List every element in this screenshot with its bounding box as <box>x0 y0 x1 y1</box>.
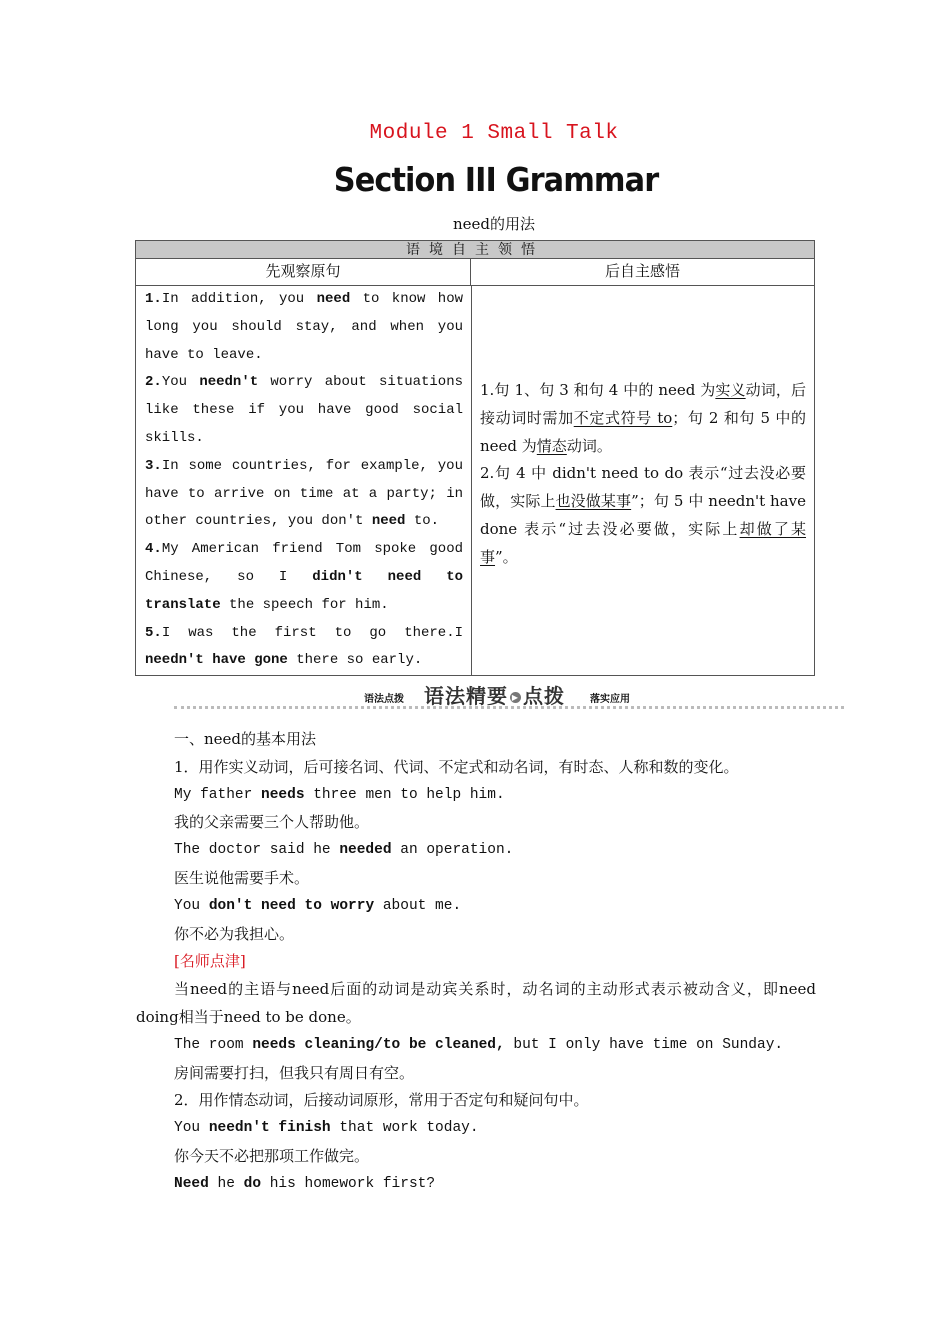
sentence-item: 4.My American friend Tom spoke good Chinese, so I didn't need to translate the speech for him. <box>145 541 464 613</box>
insight-item: 1.句 1、句 3 和句 4 中的 need 为实义动词，后接动词时需加不定式符号 to；句 2 和句 5 中的 need 为情态动词。 <box>480 381 806 455</box>
right-column-header: 后自主感悟 <box>471 259 814 286</box>
topic-title: need的用法 <box>452 215 536 233</box>
arrow-icon: ▶ <box>511 693 520 702</box>
sentence-item: 3.In some countries, for example, you have to arrive on time at a party; in other countries, you don't need to. <box>145 457 463 530</box>
insight-item: 2.句 4 中 didn't need to do 表示“过去没必要做，实际上也没做某事”；句 5 中 needn't have done 表示“过去没必要做，实际上却做了某事”。 <box>480 464 806 566</box>
grammar-banner <box>174 680 844 712</box>
example-sentence: Need he do his homework first? <box>174 1175 436 1192</box>
example-sentence: You needn't finish that work today. <box>174 1120 479 1137</box>
section-heading: 一、need的基本用法 <box>174 730 317 748</box>
rule-text: 2．用作情态动词，后接动词原形，常用于否定句和疑问句中。 <box>174 1091 589 1110</box>
example-translation: 你不必为我担心。 <box>174 924 295 943</box>
banner-left-label: 语法点拨 <box>364 694 404 705</box>
example-sentence: You don't need to worry about me. <box>174 897 462 914</box>
table-banner: 语境自主领悟 <box>136 241 814 259</box>
tip-label: [名师点津] <box>174 952 246 971</box>
example-translation: 我的父亲需要三个人帮助他。 <box>174 813 370 832</box>
observation-table <box>135 240 815 676</box>
insights-cell <box>480 377 806 572</box>
example-translation: 房间需要打扫，但我只有周日有空。 <box>174 1063 415 1082</box>
example-sentence: My father needs three men to help him. <box>174 786 505 803</box>
banner-main-title: 语法精要 ▶ 点拨 <box>424 684 565 708</box>
sentence-item: 1.In addition, you need to know how long you should stay, and when you have to leave. <box>145 291 463 363</box>
example-sentence: The room needs cleaning/to be cleaned, but I only have time on Sunday. <box>174 1036 784 1053</box>
banner-right-label: 落实应用 <box>590 694 630 705</box>
module-title: Module 1 Small Talk <box>369 122 619 145</box>
sentence-item: 5.I was the first to go there.I needn't have gone there so early. <box>145 624 463 669</box>
original-sentences-cell <box>145 286 463 675</box>
sentence-item: 2.You needn't worry about situations like these if you have good social skills. <box>145 374 464 446</box>
section-title: Section III Grammar <box>333 160 659 199</box>
left-column-header: 先观察原句 <box>136 259 471 286</box>
column-divider <box>471 286 472 676</box>
dotted-divider <box>174 706 844 709</box>
example-translation: 医生说他需要手术。 <box>174 868 310 887</box>
example-sentence: The doctor said he needed an operation. <box>174 842 514 859</box>
grammar-content <box>136 726 816 1199</box>
tip-text: 当need的主语与need后面的动词是动宾关系时，动名词的主动形式表示被动含义，即need doing相当于need to be done。 <box>136 980 816 1026</box>
rule-text: 1．用作实义动词，后可接名词、代词、不定式和动名词，有时态、人称和数的变化。 <box>174 757 739 776</box>
example-translation: 你今天不必把那项工作做完。 <box>174 1146 370 1165</box>
